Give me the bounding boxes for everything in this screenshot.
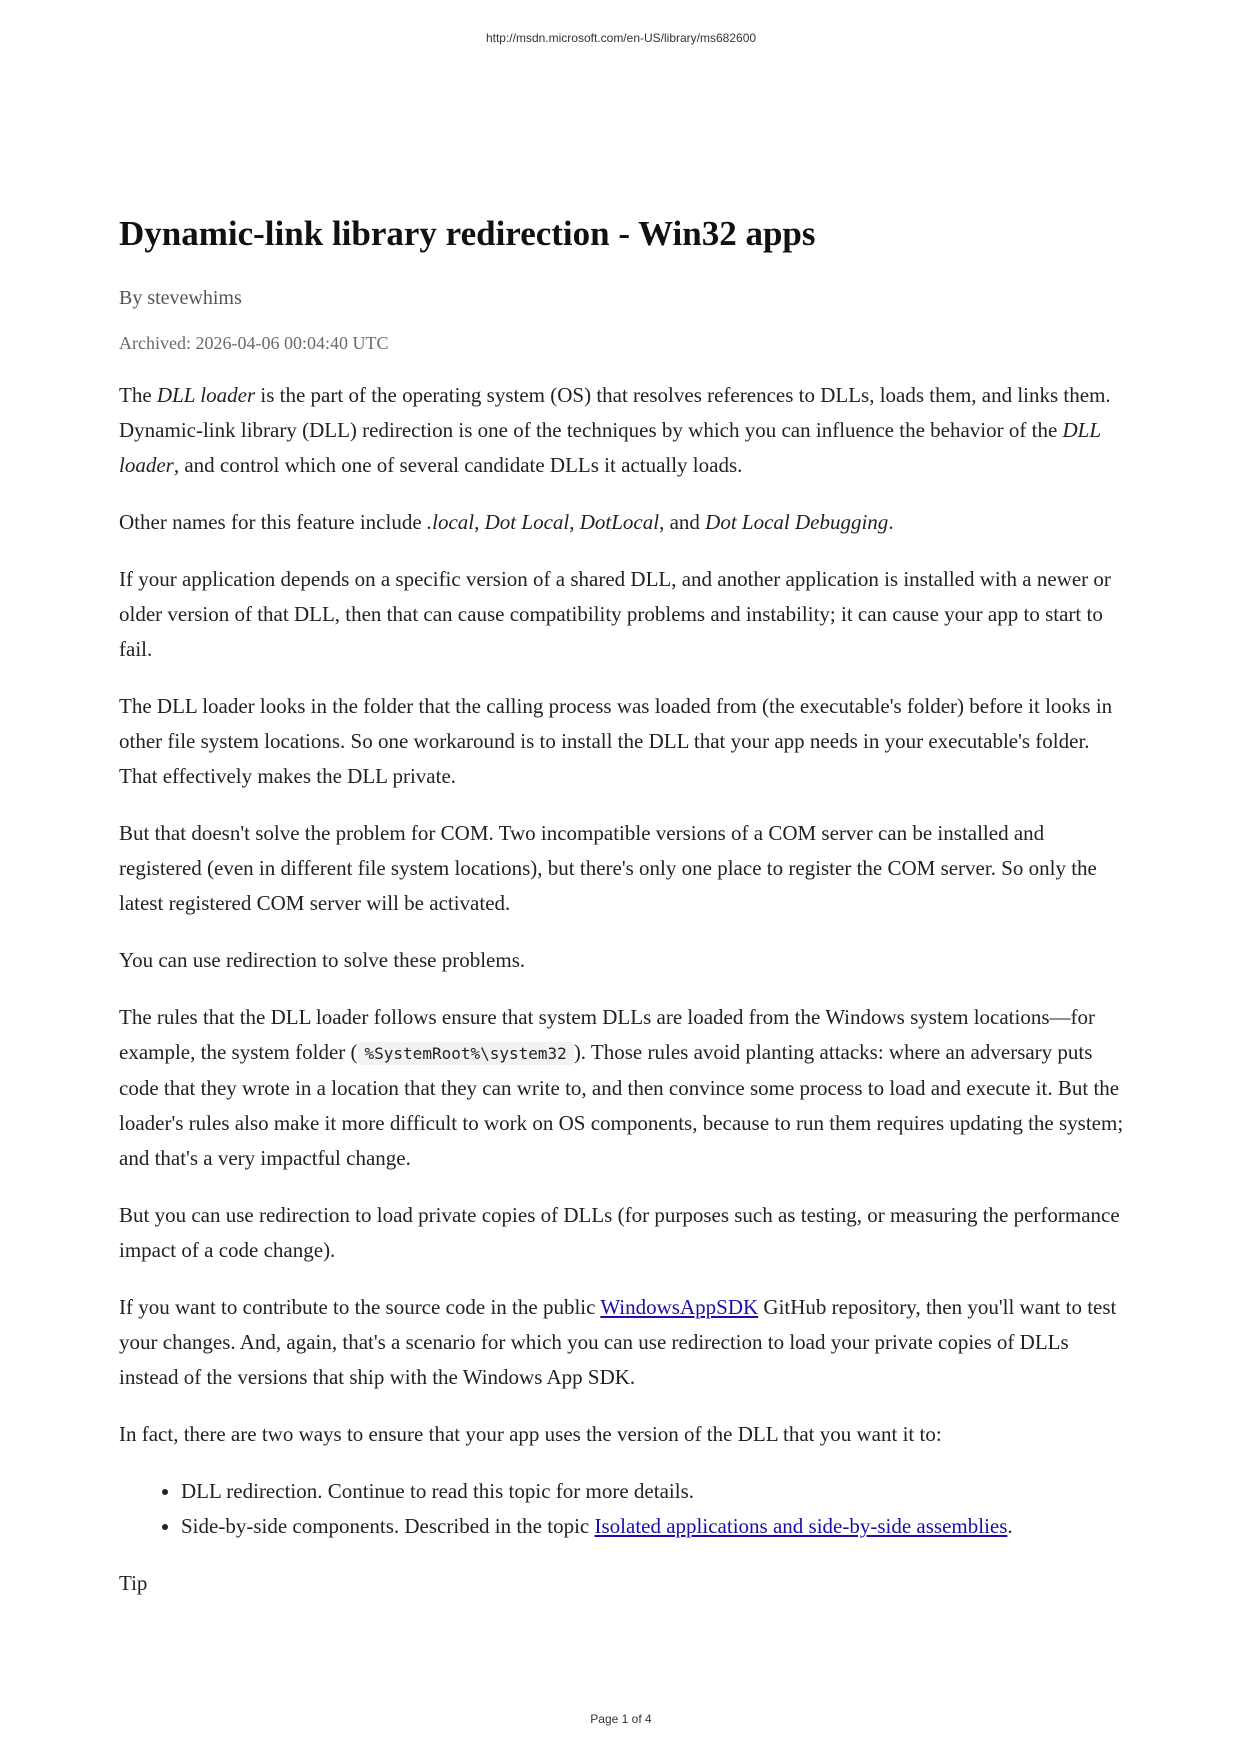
paragraph-contribute: If you want to contribute to the source code in the public WindowsAppSDK GitHub repository, then you'll want to test your changes. And, again, that's a scenario for which you can use redirection to load your private copies of DLLs instead of the versions that ship with the Windows App SDK.	[119, 1295, 1117, 1389]
term-dot-local: Dot Local	[484, 510, 570, 534]
term-dot-local-debugging: Dot Local Debugging	[705, 510, 889, 534]
page-title: Dynamic-link library redirection - Win32 apps	[119, 214, 816, 253]
tip-label: Tip	[119, 1571, 148, 1595]
ways-list	[119, 1474, 1129, 1544]
page-number: Page 1 of 4	[590, 1712, 652, 1726]
paragraph-private-copies: But you can use redirection to load private copies of DLLs (for purposes such as testing, or measuring the performance impact of a code change).	[119, 1203, 1120, 1262]
term-dll-loader: DLL loader	[119, 418, 1101, 477]
windowsappsdk-link[interactable]: WindowsAppSDK	[600, 1295, 759, 1319]
archived-timestamp: Archived: 2026-04-06 00:04:40 UTC	[119, 333, 389, 353]
paragraph-com: But that doesn't solve the problem for COM. Two incompatible versions of a COM server can be installed and registered (even in different file system locations), but there's only one place to register the COM server. So only the latest registered COM server will be activated.	[119, 821, 1097, 915]
term-dll-loader: DLL loader	[156, 383, 256, 407]
source-url: http://msdn.microsoft.com/en-US/library/ms682600	[485, 31, 757, 45]
author-byline: By stevewhims	[119, 287, 242, 309]
term-dotlocal: DotLocal	[579, 510, 660, 534]
term-local: .local	[426, 510, 475, 534]
paragraph-loader-rules: The rules that the DLL loader follows ensure that system DLLs are loaded from the Windows system locations—for example, the system folder ( %SystemRoot%\system32 ). Those rules avoid planting attacks: where an adversary puts code that they wrote in a location that they can write to, and then convince some process to load and execute it. But the loader's rules also make it more difficult to work on OS components, because to run them requires updating the system; and that's a very impactful change.	[119, 1005, 1124, 1170]
paragraph-redirection-solution: You can use redirection to solve these problems.	[119, 948, 526, 972]
list-item: • Side-by-side components. Described in the topic Isolated applications and side-by-side assemblies.	[181, 1509, 1129, 1544]
code-system-folder: %SystemRoot%\system32	[358, 1042, 574, 1065]
list-item: • DLL redirection. Continue to read this topic for more details.	[181, 1474, 1129, 1509]
paragraph-dll-loader: The DLL loader is the part of the operating system (OS) that resolves references to DLLs, loads them, and links them. Dynamic-link library (DLL) redirection is one of the techniques by which you can influence the behavior of the DLL loader, and control which one of several candidate DLLs it actually loads.	[119, 383, 1111, 477]
paragraph-compatibility: If your application depends on a specific version of a shared DLL, and another application is installed with a newer or older version of that DLL, then that can cause compatibility problems and instability; it can cause your app to start to fail.	[119, 567, 1111, 661]
paragraph-two-ways: In fact, there are two ways to ensure that your app uses the version of the DLL that you want it to:	[119, 1422, 942, 1446]
side-by-side-link[interactable]: Isolated applications and side-by-side assemblies	[594, 1514, 1008, 1538]
paragraph-other-names: Other names for this feature include .local, Dot Local, DotLocal, and Dot Local Debugging.	[119, 510, 894, 534]
article	[119, 212, 1129, 1623]
paragraph-loader-folder: The DLL loader looks in the folder that the calling process was loaded from (the executable's folder) before it looks in other file system locations. So one workaround is to install the DLL that your app needs in your executable's folder. That effectively makes the DLL private.	[119, 694, 1113, 788]
